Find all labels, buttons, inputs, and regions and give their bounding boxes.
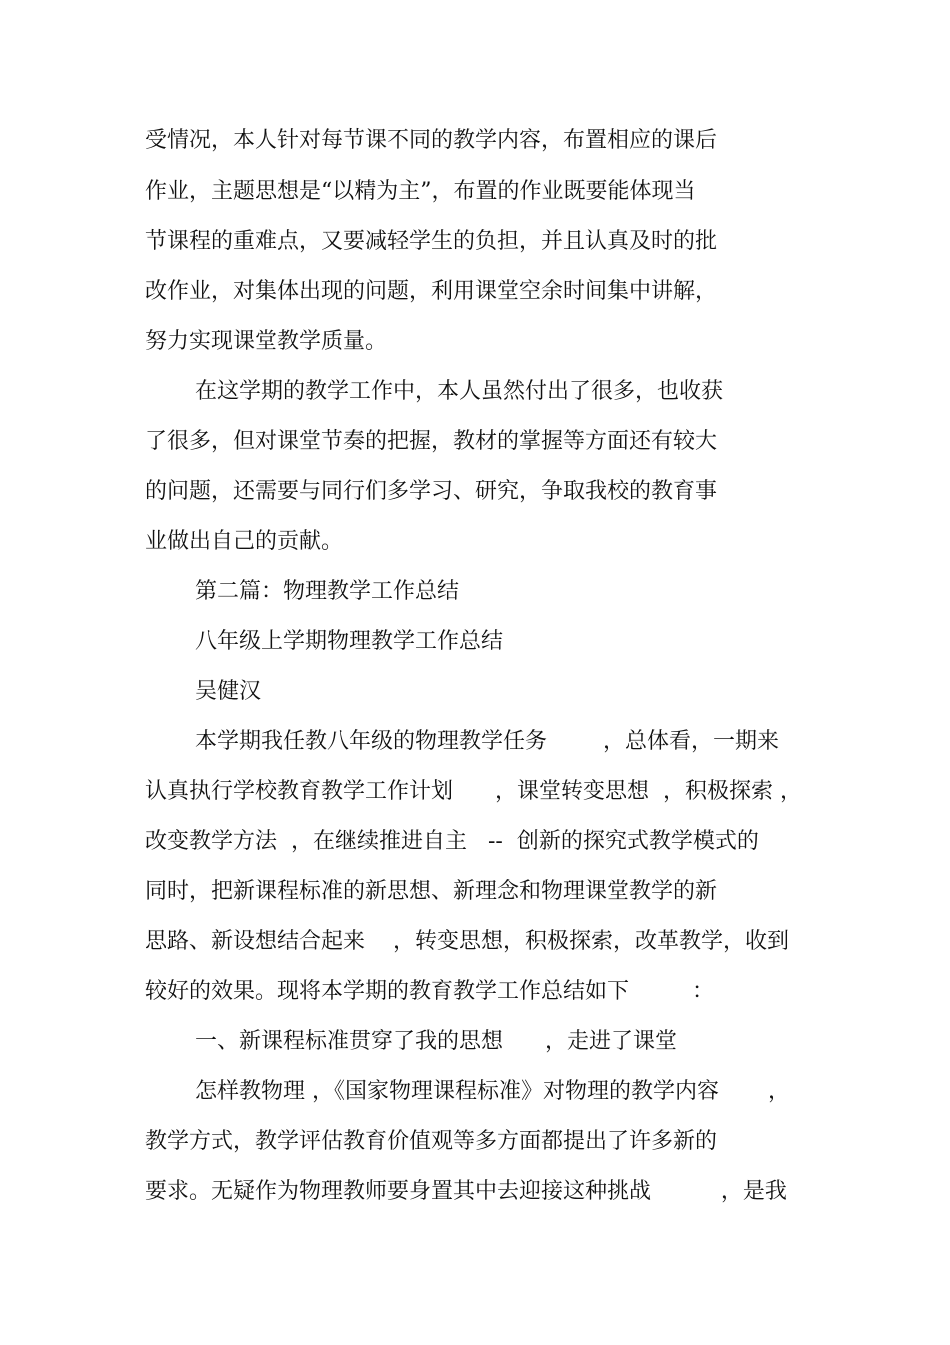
paragraph-start-line: 怎样教物理 ，《国家物理课程标准》对物理的教学内容 ， — [195, 1079, 790, 1104]
text-line: 作业，主题思想是“以精为主”，布置的作业既要能体现当 — [145, 179, 696, 204]
text-line: 业做出自己的贡献。 — [145, 529, 344, 554]
text-line: 受情况，本人针对每节课不同的教学内容，布置相应的课后 — [145, 128, 718, 153]
text-line: 教学方式，教学评估教育价值观等多方面都提出了许多新的 — [145, 1129, 718, 1154]
document-title: 八年级上学期物理教学工作总结 — [195, 629, 504, 654]
text-line: 的问题，还需要与同行们多学习、研究，争取我校的教育事 — [145, 479, 718, 504]
author-name: 吴健汉 — [195, 679, 262, 704]
text-line: 努力实现课堂教学质量。 — [145, 329, 388, 354]
text-line: 同时，把新课程标准的新思想、新理念和物理课堂教学的新 — [145, 879, 718, 904]
subsection-heading: 一、新课程标准贯穿了我的思想 ，走进了课堂 — [195, 1029, 677, 1054]
text-line: 思路、新设想结合起来 ，转变思想，积极探索，改革教学，收到 — [145, 929, 789, 954]
text-line: 改变教学方法 ，在继续推进自主 -- 创新的探究式教学模式的 — [145, 829, 759, 854]
text-line: 认真执行学校教育教学工作计划 ，课堂转变思想 ，积极探索 ， — [145, 779, 802, 804]
paragraph-start-line: 在这学期的教学工作中，本人虽然付出了很多，也收获 — [195, 379, 724, 404]
section-heading: 第二篇：物理教学工作总结 — [195, 579, 460, 604]
text-line: 要求。无疑作为物理教师要身置其中去迎接这种挑战 ，是我 — [145, 1179, 787, 1204]
text-line: 节课程的重难点，又要减轻学生的负担，并且认真及时的批 — [145, 229, 718, 254]
paragraph-start-line: 本学期我任教八年级的物理教学任务 ，总体看，一期来 — [195, 729, 779, 754]
text-line: 较好的效果。现将本学期的教育教学工作总结如下 ： — [145, 979, 714, 1004]
text-line: 了很多，但对课堂节奏的把握，教材的掌握等方面还有较大 — [145, 429, 718, 454]
text-line: 改作业，对集体出现的问题，利用课堂空余时间集中讲解， — [145, 279, 718, 304]
